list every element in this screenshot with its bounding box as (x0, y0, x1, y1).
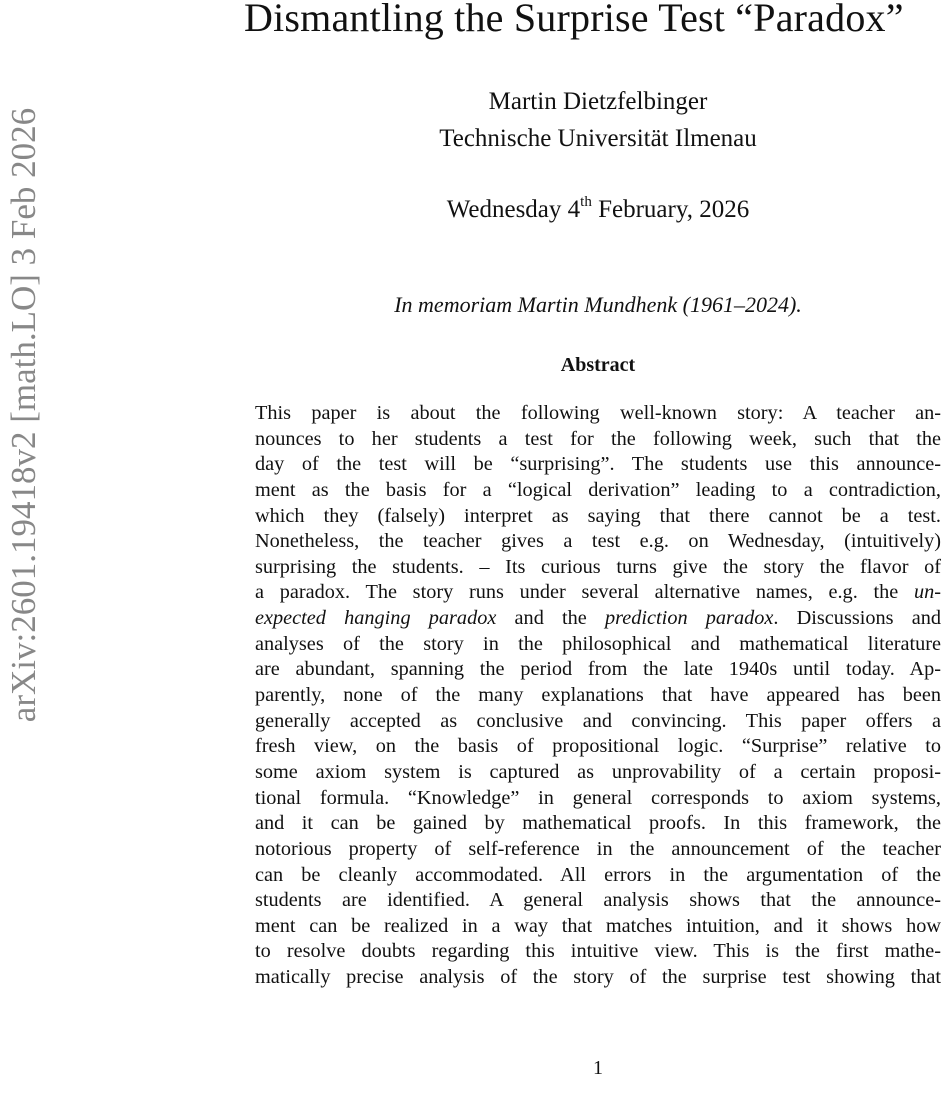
abstract-line (255, 786, 941, 812)
abstract-text: to resolve doubts regarding this intuitive view. This is the first mathe- (255, 940, 941, 963)
abstract-line (255, 965, 941, 991)
abstract-line (255, 734, 941, 760)
abstract-heading: Abstract (560, 354, 636, 376)
abstract-text: students are identified. A general analysis shows that the announce- (255, 889, 941, 912)
abstract-line (255, 632, 941, 658)
abstract-text: and the (496, 607, 605, 630)
abstract-text: fresh view, on the basis of propositional logic. “Surprise” relative to (255, 735, 941, 758)
abstract-text: tional formula. “Knowledge” in general corresponds to axiom systems, (255, 786, 941, 809)
abstract-line (255, 837, 941, 863)
dedication: In memoriam Martin Mundhenk (1961–2024). (394, 292, 802, 317)
abstract-text: ment can be realized in a way that matches intuition, and it shows how (255, 914, 941, 937)
abstract-line (255, 811, 941, 837)
abstract-text: surprising the students. – Its curious turns give the story the flavor of (255, 555, 941, 578)
abstract-line (255, 863, 941, 889)
abstract-italic-term: prediction paradox (604, 607, 774, 630)
abstract-line (255, 606, 941, 632)
paper-title: Dismantling the Surprise Test “Paradox” (244, 0, 904, 40)
abstract-body (255, 401, 941, 991)
abstract-text: ment as the basis for a “logical derivation” leading to a contradiction, (255, 478, 941, 501)
abstract-text: are abundant, spanning the period from the late 1940s until today. Ap- (255, 658, 941, 681)
abstract-line (255, 580, 941, 606)
abstract-line (255, 478, 941, 504)
arxiv-identifier-stamp: arXiv:2601.19418v2 [math.LO] 3 Feb 2026 (4, 107, 43, 723)
page-number: 1 (593, 1057, 603, 1079)
abstract-line (255, 888, 941, 914)
abstract-text: parently, none of the many explanations that have appeared has been (255, 684, 941, 707)
abstract-text: day of the test will be “surprising”. The students use this announce- (255, 453, 941, 476)
date-ordinal: th (580, 194, 592, 210)
abstract-text: analyses of the story in the philosophical and mathematical literature (255, 632, 941, 655)
abstract-text: Nonetheless, the teacher gives a test e.g. on Wednesday, (intuitively) (255, 530, 941, 553)
date-prefix: Wednesday 4 (446, 196, 581, 223)
abstract-italic-term: un- (913, 581, 941, 604)
abstract-line (255, 657, 941, 683)
abstract-line (255, 504, 941, 530)
abstract-line (255, 401, 941, 427)
abstract-line (255, 914, 941, 940)
abstract-line (255, 427, 941, 453)
abstract-line (255, 452, 941, 478)
abstract-text: generally accepted as conclusive and convincing. This paper offers a (255, 709, 941, 732)
abstract-italic-term: expected hanging paradox (255, 607, 497, 630)
abstract-line (255, 709, 941, 735)
abstract-text: notorious property of self-reference in the announcement of the teacher (255, 837, 941, 860)
abstract-line (255, 529, 941, 555)
abstract-text: . Discussions and (773, 607, 941, 630)
paper-date (255, 196, 941, 224)
abstract-line (255, 760, 941, 786)
abstract-text: which they (falsely) interpret as saying that there cannot be a test. (255, 504, 941, 527)
author-name: Martin Dietzfelbinger (488, 88, 708, 115)
author-affiliation: Technische Universität Ilmenau (439, 125, 757, 152)
abstract-text: This paper is about the following well-known story: A teacher an- (255, 402, 941, 424)
abstract-text: can be cleanly accommodated. All errors in the argumentation of the (255, 863, 941, 886)
abstract-text: and it can be gained by mathematical proofs. In this framework, the (255, 812, 941, 835)
date-suffix: February, 2026 (591, 196, 750, 223)
abstract-text: matically precise analysis of the story of the surprise test showing that (255, 966, 941, 989)
abstract-text: nounces to her students a test for the following week, such that the (255, 427, 941, 450)
abstract-text: some axiom system is captured as unprovability of a certain proposi- (255, 760, 941, 783)
abstract-line (255, 939, 941, 965)
abstract-line (255, 683, 941, 709)
abstract-text: a paradox. The story runs under several alternative names, e.g. the (255, 581, 914, 604)
abstract-line (255, 555, 941, 581)
